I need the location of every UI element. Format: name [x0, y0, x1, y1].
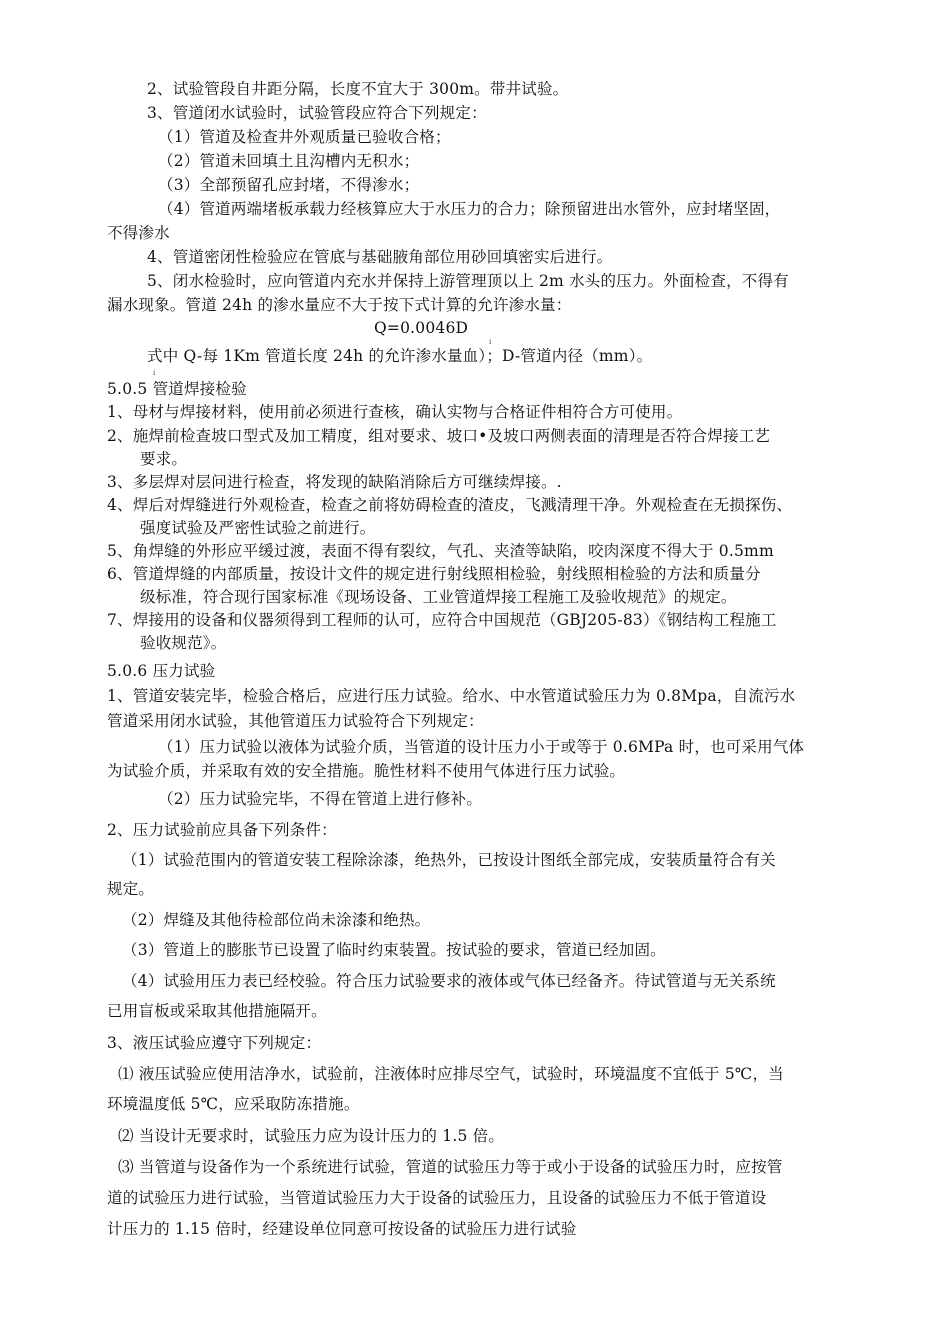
text-line: 2、压力试验前应具备下列条件： — [107, 821, 337, 839]
text-line: 要求。 — [140, 450, 188, 468]
section-heading: 5.0.5 管道焊接检验 — [107, 380, 247, 398]
text-line: 强度试验及严密性试验之前进行。 — [140, 519, 376, 537]
text-line: 管道采用闭水试验，其他管道压力试验符合下列规定： — [107, 712, 484, 730]
text-line: ⑶ 当管道与设备作为一个系统进行试验，管道的试验压力等于或小于设备的试验压力时，应按管 — [118, 1158, 783, 1176]
text-line: 验收规范》。 — [140, 634, 227, 652]
text-line: 为试验介质，并采取有效的安全措施。脆性材料不使用气体进行压力试验。 — [107, 762, 626, 780]
text-line: 1、母材与焊接材料，使用前必须进行查核，确认实物与合格证件相符合方可使用。 — [107, 403, 683, 421]
text-line: 环境温度低 5℃，应采取防冻措施。 — [107, 1095, 360, 1113]
text-line: 式中 Q-每 1Km 管道长度 24h 的允许渗水量血）；D-管道内径（mm）。 — [147, 347, 653, 365]
text-line: 5、角焊缝的外形应平缓过渡，表面不得有裂纹，气孔、夹渣等缺陷，咬肉深度不得大于 0.5mm — [107, 542, 774, 560]
text-line: 3、多层焊对层问进行检查，将发现的缺陷消除后方可继续焊接。. — [107, 473, 562, 491]
text-line: （1）试验范围内的管道安装工程除涂漆，绝热外，已按设计图纸全部完成，安装质量符合有关 — [122, 851, 776, 869]
text-line: ⑵ 当设计无要求时，试验压力应为设计压力的 1.5 倍。 — [118, 1127, 505, 1145]
text-line: 6、管道焊缝的内部质量，按设计文件的规定进行射线照相检验，射线照相检验的方法和质量分 — [107, 565, 761, 583]
text-line: 不得渗水 — [107, 224, 170, 242]
text-line: 1、管道安装完毕，检验合格后，应进行压力试验。给水、中水管道试验压力为 0.8Mpa，自流污水 — [107, 687, 796, 705]
text-line: 3、液压试验应遵守下列规定： — [107, 1034, 322, 1052]
text-line: （1）管道及检查井外观质量已验收合格； — [158, 128, 451, 146]
text-line: （2）压力试验完毕，不得在管道上进行修补。 — [158, 790, 483, 808]
text-line: 3、管道闭水试验时，试验管段应符合下列规定： — [147, 104, 487, 122]
text-line: 4、焊后对焊缝进行外观检查，检查之前将妨碍检查的渣皮，飞溅清理干净。外观检查在无损探伤、 — [107, 496, 793, 514]
text-line: 计压力的 1.15 倍时，经建设单位同意可按设备的试验压力进行试验 — [107, 1220, 577, 1238]
text-line: （4）试验用压力表已经校验。符合压力试验要求的液体或气体已经备齐。待试管道与无关系统 — [122, 972, 776, 990]
text-line: 道的试验压力进行试验，当管道试验压力大于设备的试验压力，且设备的试验压力不低于管道设 — [107, 1189, 767, 1207]
text-line: （1）压力试验以液体为试验介质，当管道的设计压力小于或等于 0.6MPa 时，也可采用气体 — [158, 738, 805, 756]
formula: Q=0.0046D — [374, 319, 469, 337]
text-line: （4）管道两端堵板承载力经核算应大于水压力的合力；除预留进出水管外，应封堵坚固， — [158, 200, 781, 218]
text-line: 2、试验管段自井距分隔，长度不宜大于 300m。带井试验。 — [147, 80, 569, 98]
scan-mark: i — [489, 338, 492, 346]
text-line: （3）管道上的膨胀节已设置了临时约束装置。按试验的要求，管道已经加固。 — [122, 941, 666, 959]
text-line: 已用盲板或采取其他措施隔开。 — [107, 1002, 327, 1020]
section-heading: 5.0.6 压力试验 — [107, 662, 216, 680]
text-line: 4、管道密闭性检验应在管底与基础腋角部位用砂回填密实后进行。 — [147, 248, 613, 266]
text-line: （2）焊缝及其他待检部位尚未涂漆和绝热。 — [122, 911, 431, 929]
text-line: 规定。 — [107, 880, 155, 898]
text-line: 漏水现象。管道 24h 的渗水量应不大于按下式计算的允许渗水量： — [107, 296, 572, 314]
text-line: （2）管道未回填土且沟槽内无积水； — [158, 152, 420, 170]
text-line: ⑴ 液压试验应使用洁净水，试验前，注液体时应排尽空气，试验时，环境温度不宜低于 5℃，当 — [118, 1065, 784, 1083]
text-line: （3）全部预留孔应封堵，不得渗水； — [158, 176, 420, 194]
text-line: 5、闭水检验时，应向管道内充水并保持上游管理顶以上 2m 水头的压力。外面检查，不得有 — [147, 272, 789, 290]
text-line: 2、施焊前检查坡口型式及加工精度，组对要求、坡口•及坡口两侧表面的清理是否符合焊接工艺 — [107, 427, 771, 445]
text-line: 级标准，符合现行国家标准《现场设备、工业管道焊接工程施工及验收规范》的规定。 — [140, 588, 737, 606]
scan-mark: i — [153, 369, 156, 377]
text-line: 7、焊接用的设备和仪器须得到工程师的认可，应符合中国规范（GBJ205-83）《钢结构工程施工 — [107, 611, 777, 629]
